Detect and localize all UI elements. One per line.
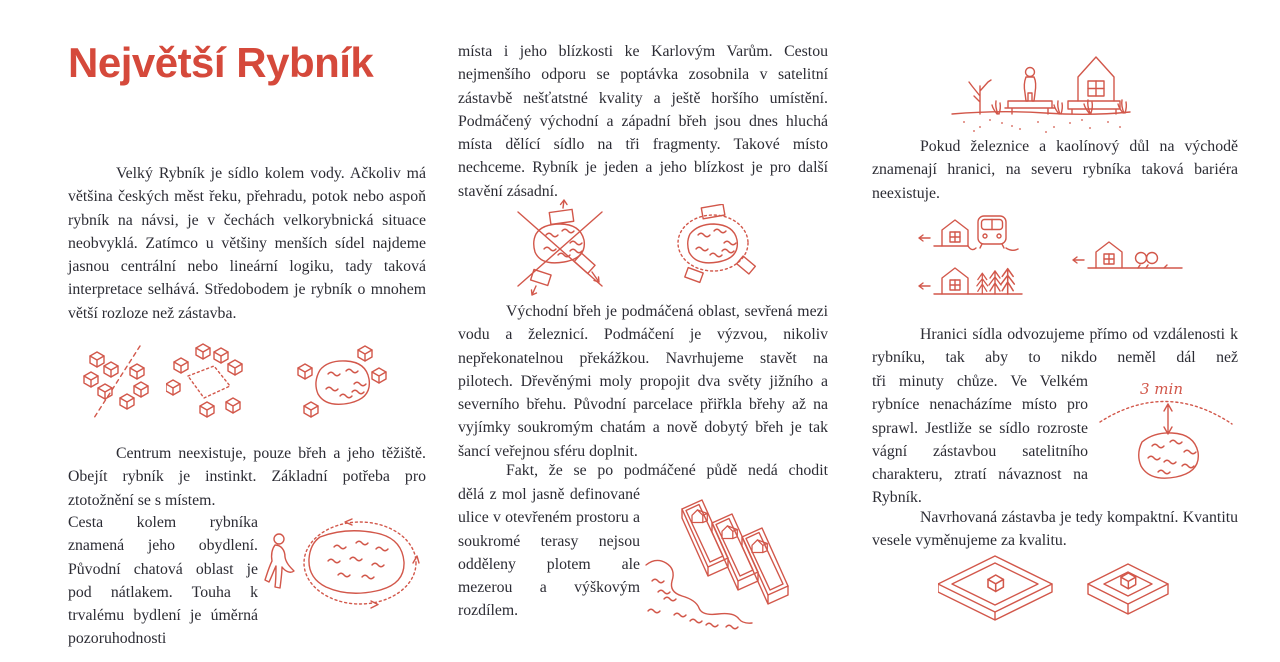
- pond-3min-box: [1096, 378, 1236, 500]
- column-left: [68, 0, 426, 662]
- column-right: [872, 0, 1238, 662]
- paragraph-centrum: Centrum neexistuje, pouze břeh a jeho těžiště. Obejít rybník je instinkt. Základní potřeba pro ztotožnění se s místem.: [68, 445, 426, 509]
- three-min-label: 3 min: [1140, 380, 1183, 398]
- piers-sketch-box: [644, 495, 826, 631]
- pond-encircled-sketch: [666, 204, 760, 294]
- train-icon: [978, 216, 1006, 248]
- paragraph-mola: dělá z mol jasně definované ulice v otevřeném prostoru a soukromé terasy nejsou odděleny plotem ale mezerou a výškovým rozdílem.: [458, 486, 640, 620]
- boundary-sketches-box: [872, 208, 1238, 314]
- pond-fragmented-crossed-sketch: [508, 198, 612, 298]
- column-middle: [458, 0, 828, 662]
- small-house-icon: [988, 575, 1003, 592]
- paragraph-karlovy-vary: místa i jeho blízkosti ke Karlovým Varům. Cestou nejmenšího odporu se poptávka zosobnila v satelitní zástavbě nešťatstné kvality a ještě horšího umístění. Podmáčený východní a západní břeh jsou dnes hluchá místa dělící sídlo na tři fragmenty. Takové místo nechceme. Rybník je jeden a jeho blízkost je pro další stavění zásadní.: [458, 43, 828, 200]
- paragraph-fakt-lead: Fakt, že se po podmáčené půdě nedá chodit: [506, 462, 828, 479]
- walking-person-icon: [274, 534, 284, 544]
- wrap-row-piers: [458, 483, 828, 631]
- pine-tree-icon: [1001, 269, 1014, 294]
- house-vs-forest-sketch: [919, 268, 1022, 294]
- pond-settlement-sketch: [294, 344, 388, 424]
- piers-with-houses-sketch: [644, 495, 826, 631]
- infinity-icon: [1136, 253, 1147, 264]
- wrap-row-walk: [68, 511, 426, 651]
- pond-3min-radius-sketch: [1096, 378, 1236, 500]
- linear-settlement-sketch: [82, 342, 150, 422]
- walk-around-pond-sketch-box: [264, 517, 422, 619]
- paragraph-intro: Velký Rybník je sídlo kolem vody. Ačkoliv má většina českých měst řeku, přehradu, potok nebo aspoň rybník na návsi, je v čechách velkorybnická situace neobvyklá. Zatímco u většiny menších sídel najdeme jasnou centrální nebo lineární logiku, tady taková interpretace selhává. Středobodem je rybník o mnohem větší rozloze než zástavba.: [68, 165, 426, 322]
- paragraph-hranici-sidla-lead: Hranici sídla odvozujeme přímo od vzdálenosti k rybníku, tak aby to nikdo neměl dál než: [872, 326, 1238, 367]
- paragraph-hranice: Pokud železnice a kaolínový důl na východě znamenají hranici, na severu rybníka taková bariéra neexistuje.: [872, 138, 1238, 202]
- bare-tree-icon: [969, 80, 991, 114]
- house-vs-open-field-sketch: [1073, 242, 1182, 268]
- left-arrow-icon: [919, 235, 930, 241]
- lakeside-scene-sketch: [950, 44, 1132, 134]
- paragraph-kompaktni: Navrhovaná zástavba je tedy kompaktní. Kvantitu vesele vyměnujeme za kvalitu.: [872, 509, 1238, 550]
- house-vs-railway-sketch: [919, 216, 1018, 250]
- page-title: Největší Rybník: [68, 39, 374, 86]
- standing-person-icon: [1026, 68, 1035, 77]
- plot-sketches: [938, 552, 1184, 644]
- soil-stipple: [963, 119, 1121, 133]
- small-house-icon: [1121, 573, 1136, 589]
- sketch-row-settlement-logics: [68, 336, 426, 438]
- double-arrow-icon: [1164, 404, 1172, 434]
- pine-tree-icon: [977, 273, 988, 294]
- wrap-row-3min: [872, 370, 1238, 510]
- left-arrow-icon: [919, 283, 930, 289]
- pine-tree-icon: [989, 271, 1001, 294]
- compact-plot-house-sketch: [1088, 564, 1168, 614]
- plot-sketches-box: [872, 548, 1238, 644]
- sketch-row-pond-strategies: [458, 198, 828, 298]
- paragraph-cesta: Cesta kolem rybníka znamená jeho obydlení. Původní chatová oblast je pod nátlakem. Touha k trvalému bydlení je úměrná pozoruhodnosti: [68, 514, 258, 648]
- large-plot-small-house-sketch: [938, 556, 1052, 620]
- lakeside-scene-box: [872, 44, 1238, 136]
- left-arrow-icon: [1073, 257, 1084, 263]
- central-settlement-sketch: [166, 340, 244, 420]
- boundary-sketches: [912, 208, 1192, 314]
- paragraph-tri-minuty: tři minuty chůze. Ve Velkém rybníce nenacházíme místo pro sprawl. Jestliže se sídlo rozroste vágní zástavbou satelitního charakteru, ztratí návaznost na Rybník.: [872, 373, 1088, 507]
- paragraph-vychodni-breh: Východní břeh je podmáčená oblast, sevřená mezi vodu a železnicí. Podmáčení je výzvou, nikoliv nepřekonatelnou překážkou. Navrhujeme stavět na pilotech. Dřevěnými moly propojit dva světy jižního a severního břehu. Původní parcelace přiřkla břehy až na vyjímky soukromým chatám a nově dobytý břeh je tak šancí veřejnou sféru doplnit.: [458, 303, 828, 460]
- platform-icon: [1068, 101, 1120, 114]
- walk-around-pond-sketch: [264, 517, 422, 619]
